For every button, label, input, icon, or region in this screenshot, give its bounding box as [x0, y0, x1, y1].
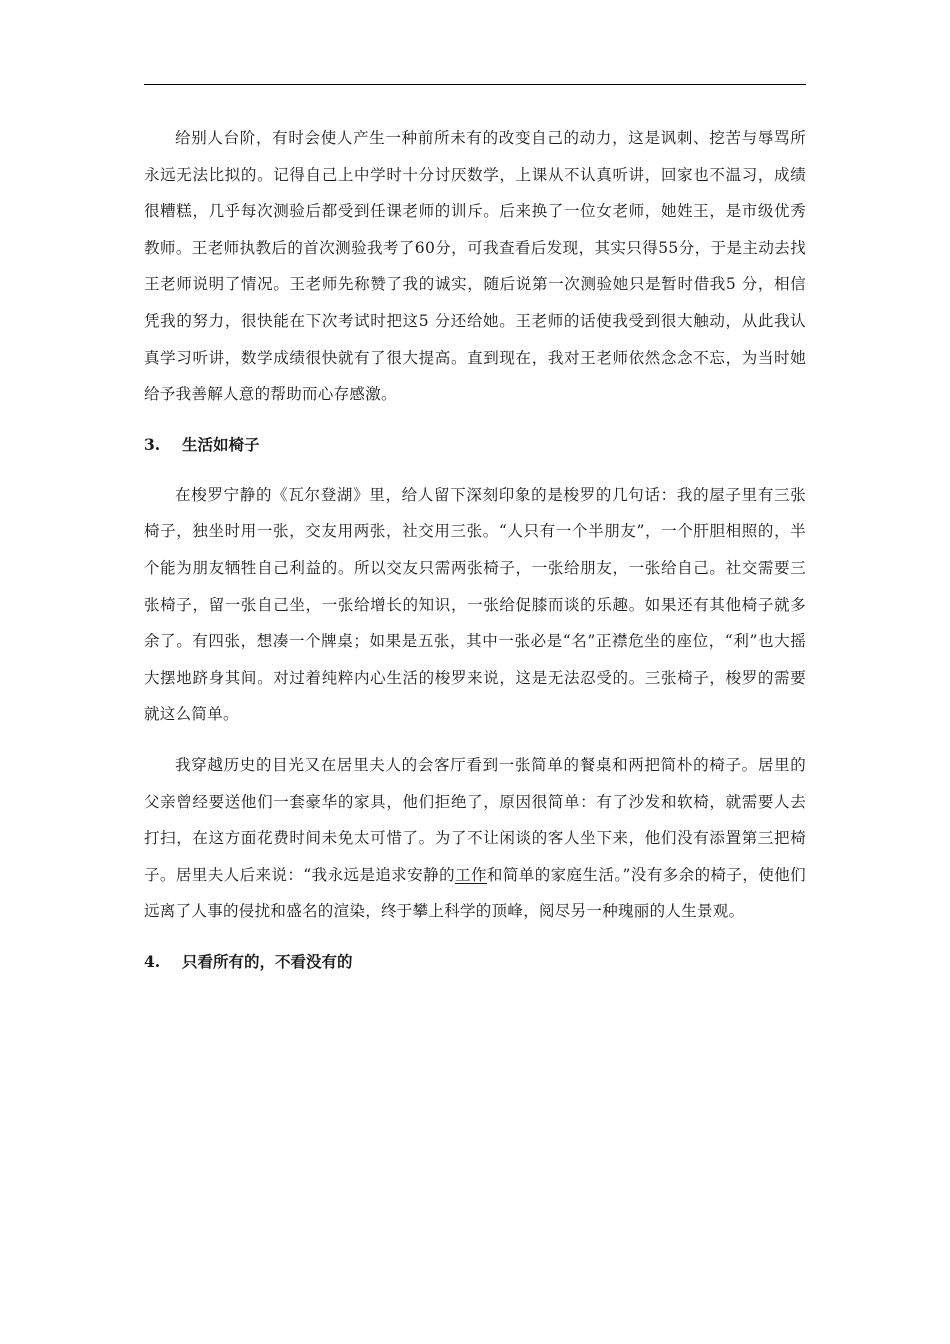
- work-link[interactable]: 工作: [455, 865, 487, 884]
- document-body: [144, 120, 806, 994]
- header-rule: [144, 84, 806, 85]
- paragraph-teacher-story: 给别人台阶，有时会使人产生一种前所未有的改变自己的动力，这是讽刺、挖苦与辱骂所永远无法比拟的。记得自己上中学时十分讨厌数学，上课从不认真听讲，回家也不温习，成绩很糟糕，几乎每次测验后都受到任课老师的训斥。后来换了一位女老师，她姓王，是市级优秀教师。王老师执教后的首次测验我考了60分，可我查看后发现，其实只得55分，于是主动去找王老师说明了情况。王老师先称赞了我的诚实，随后说第一次测验她只是暂时借我5 分，相信凭我的努力，很快能在下次考试时把这5 分还给她。王老师的话使我受到很大触动，从此我认真学习听讲，数学成绩很快就有了很大提高。直到现在，我对王老师依然念念不忘，为当时她给予我善解人意的帮助而心存感激。: [144, 129, 806, 404]
- section-title: 生活如椅子: [182, 434, 260, 454]
- section-number: 3.: [144, 434, 161, 454]
- section-number: 4.: [144, 951, 161, 971]
- paragraph-text: 和简单的家庭生活。”没有多余的椅子，使他们远离了人事的侵扰和盛名的渲染，终于攀上科学的顶峰，阅尽另一种瑰丽的人生景观。: [144, 865, 806, 921]
- paragraph-curie-chairs: [144, 747, 806, 930]
- section-heading-4: [144, 944, 806, 980]
- section-title: 只看所有的，不看没有的: [182, 951, 353, 971]
- paragraph-text: 我穿越历史的目光又在居里夫人的会客厅看到一张简单的餐桌和两把简朴的椅子。居里的父亲曾经要送他们一套豪华的家具，他们拒绝了，原因很简单：有了沙发和软椅，就需要人去打扫，在这方面花费时间未免太可惜了。为了不让闲谈的客人坐下来，他们没有添置第三把椅子。居里夫人后来说：“我永远是追求安静的: [144, 755, 806, 884]
- paragraph-thoreau-chairs: 在梭罗宁静的《瓦尔登湖》里，给人留下深刻印象的是梭罗的几句话：我的屋子里有三张椅子，独坐时用一张，交友用两张，社交用三张。“人只有一个半朋友”，一个肝胆相照的，半个能为朋友牺牲自己利益的。所以交友只需两张椅子，一张给朋友，一张给自己。社交需要三张椅子，留一张自己坐，一张给增长的知识，一张给促膝而谈的乐趣。如果还有其他椅子就多余了。有四张，想凑一个牌桌；如果是五张，其中一张必是“名”正襟危坐的座位，“利”也大摇大摆地跻身其间。对过着纯粹内心生活的梭罗来说，这是无法忍受的。三张椅子，梭罗的需要就这么简单。: [144, 485, 806, 724]
- section-heading-3: [144, 427, 806, 463]
